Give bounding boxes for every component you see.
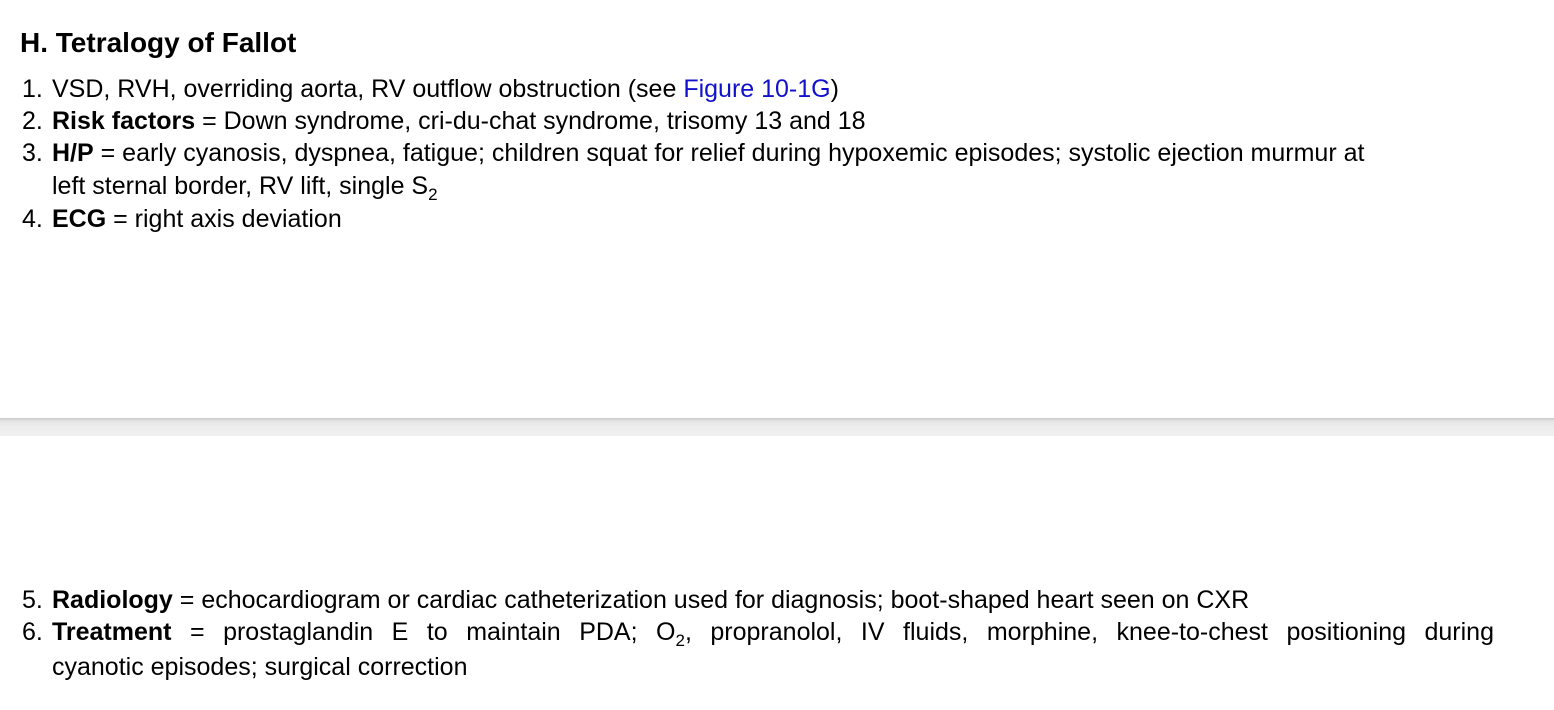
item-line-1 [52, 137, 1364, 169]
item-text-part: = prostaglandin E to maintain PDA; O [171, 618, 676, 646]
item-number: 5. [22, 586, 43, 614]
item-text [52, 137, 1364, 202]
item-text-part: cyanotic episodes; surgical correction [52, 653, 468, 681]
item-line-2 [52, 651, 1494, 683]
numbered-list-continued [0, 584, 1554, 684]
item-number: 2. [22, 107, 43, 135]
page-bottom [0, 436, 1554, 710]
item-term: Treatment [52, 618, 172, 646]
item-term: Risk factors [52, 107, 196, 135]
item-number: 4. [22, 205, 43, 233]
list-item-1 [0, 73, 1554, 105]
item-text-part: VSD, RVH, overriding aorta, RV outflow obstruction (see [52, 75, 684, 103]
item-text [52, 73, 839, 105]
item-term: ECG [52, 205, 107, 233]
item-term: H/P [52, 139, 94, 167]
page-break-divider [0, 418, 1554, 436]
item-number: 6. [22, 618, 43, 646]
item-number: 3. [22, 139, 43, 167]
subscript: 2 [675, 631, 685, 648]
list-item-6 [0, 616, 1554, 684]
item-text-part: ) [830, 75, 839, 103]
list-item-5 [0, 584, 1554, 616]
item-number: 1. [22, 75, 43, 103]
item-text-part: = echocardiogram or cardiac catheterization used for diagnosis; boot-shaped heart seen on CXR [172, 586, 1250, 614]
item-text-part: , propranolol, IV fluids, morphine, knee-to-chest positioning during [684, 618, 1494, 646]
item-text [52, 105, 866, 137]
section-heading: H. Tetralogy of Fallot [20, 27, 297, 58]
item-text [52, 584, 1249, 616]
item-text-part: = early cyanosis, dyspnea, fatigue; children squat for relief during hypoxemic episodes; systolic ejection murmur at [93, 139, 1365, 167]
item-text-part: = Down syndrome, cri-du-chat syndrome, trisomy 13 and 18 [195, 107, 866, 135]
list-item-2 [0, 105, 1554, 137]
item-text-part: = right axis deviation [106, 205, 342, 233]
subscript: 2 [428, 185, 438, 204]
figure-link[interactable]: Figure 10-1G [683, 75, 831, 103]
list-item-3 [0, 137, 1554, 203]
item-line-2 [52, 170, 1364, 202]
item-term: Radiology [52, 586, 173, 614]
item-line-1 [52, 616, 1494, 648]
list-item-4 [0, 203, 1554, 235]
item-text [52, 616, 1494, 683]
numbered-list [0, 73, 1554, 235]
item-text-part: left sternal border, RV lift, single S [52, 172, 429, 200]
item-text [52, 203, 342, 235]
